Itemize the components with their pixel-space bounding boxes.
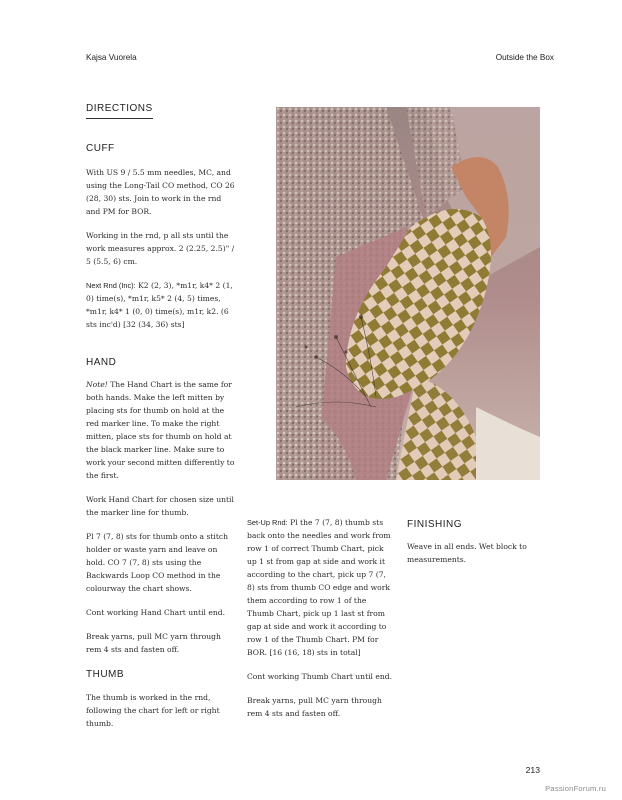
hand-paragraph-4: Cont working Hand Chart until end. xyxy=(86,608,226,617)
mitten-photo xyxy=(276,107,540,480)
section-hand: HAND xyxy=(86,357,117,368)
hand-body xyxy=(86,378,236,667)
setup-body xyxy=(247,516,394,731)
hand-paragraph-2: Work Hand Chart for chosen size until the marker line for thumb. xyxy=(86,495,234,517)
thumb-body xyxy=(86,691,236,741)
setup-rnd-label: Set-Up Rnd: xyxy=(247,518,288,527)
header-author: Kajsa Vuorela xyxy=(86,53,137,62)
note-text: The Hand Chart is the same for both hands. Make the left mitten by placing sts for thumb on hold at the red marker line. To make the right mitten, place sts for thumb on hold at the black marker line. Make sure to work your second mitten differently to the first. xyxy=(86,380,235,480)
page-number: 213 xyxy=(525,765,540,775)
setup-rnd-text: Pl the 7 (7, 8) thumb sts back onto the needles and work from row 1 of correct Thumb Chart, pick up 1 st from gap at side and work it according to the chart, pick up 7 (7, 8) sts from thumb CO edge and work them according to row 1 of the Thumb Chart, pick up 1 last st from gap at side and work it according to row 1 of the Thumb Chart. PM for BOR. [16 (16, 18) sts in total] xyxy=(247,518,391,657)
watermark: PassionForum.ru xyxy=(545,784,606,793)
cuff-paragraph-2: Working in the rnd, p all sts until the work measures approx. 2 (2.25, 2.5)" / 5 (5.5, 6) cm. xyxy=(86,231,235,266)
finishing-paragraph-1: Weave in all ends. Wet block to measurements. xyxy=(407,542,527,564)
cuff-paragraph-3 xyxy=(86,279,236,331)
note-label: Note! xyxy=(86,380,108,389)
hand-paragraph-3: Pl 7 (7, 8) sts for thumb onto a stitch holder or waste yarn and leave on hold. CO 7 (7, 8) sts using the Backwards Loop CO method in the colourway the chart shows. xyxy=(86,532,229,593)
section-directions: DIRECTIONS xyxy=(86,103,153,119)
hand-paragraph-5: Break yarns, pull MC yarn through rem 4 sts and fasten off. xyxy=(86,632,221,654)
finishing-body xyxy=(407,540,553,577)
cuff-paragraph-1: With US 9 / 5.5 mm needles, MC, and using the Long-Tail CO method, CO 26 (28, 30) sts. Join to work in the rnd and PM for BOR. xyxy=(86,168,235,216)
thumb-paragraph-1: The thumb is worked in the rnd, following the chart for left or right thumb. xyxy=(86,693,220,728)
header-title: Outside the Box xyxy=(495,53,554,62)
hand-note xyxy=(86,378,236,482)
section-cuff: CUFF xyxy=(86,143,115,154)
setup-paragraph-1 xyxy=(247,516,394,659)
section-finishing: FINISHING xyxy=(407,519,463,530)
setup-paragraph-2: Cont working Thumb Chart until end. xyxy=(247,672,393,681)
next-rnd-label: Next Rnd (Inc): xyxy=(86,281,136,290)
section-thumb: THUMB xyxy=(86,669,125,680)
next-rnd-text: K2 (2, 3), *m1r, k4* 2 (1, 0) time(s), *m1r, k5* 2 (4, 5) times, *m1r, k4* 1 (0, 0) time(s), m1r, k2. (6 sts inc'd) [32 (34, 36) sts] xyxy=(86,281,233,329)
mitten-photo-illustration xyxy=(276,107,540,480)
setup-paragraph-3: Break yarns, pull MC yarn through rem 4 sts and fasten off. xyxy=(247,696,382,718)
cuff-body xyxy=(86,166,236,342)
